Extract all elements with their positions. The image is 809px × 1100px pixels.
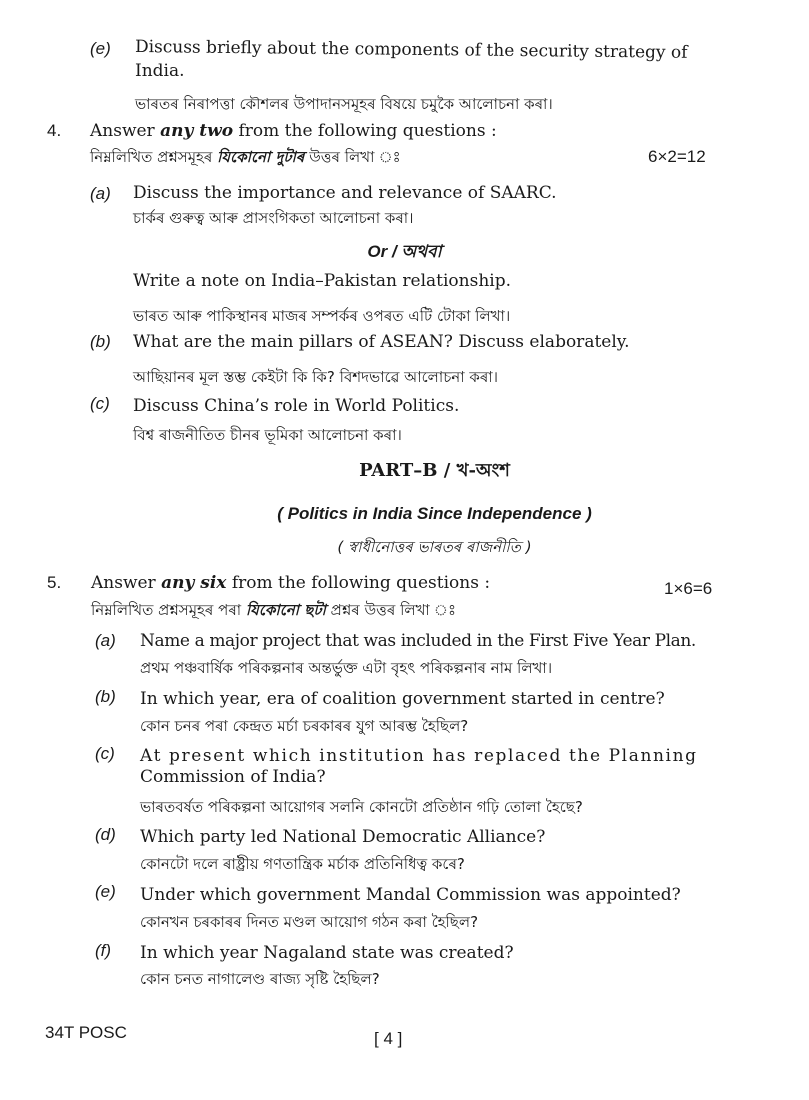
item-label: (c): [95, 744, 115, 763]
item-label: (b): [95, 687, 116, 706]
item-label: (d): [95, 825, 116, 844]
paper-code: 34T POSC: [45, 1023, 127, 1042]
marks: 6×2=12: [648, 147, 706, 166]
instruction-text: নিম্নলিখিত প্ৰশ্নসমূহৰ পৰা: [91, 601, 246, 619]
item-label: (c): [90, 394, 110, 413]
or-separator: Or / অথবা: [367, 242, 442, 261]
marks: 1×6=6: [664, 579, 713, 598]
question-text: In which year Nagaland state was created?: [140, 943, 514, 963]
instruction: [91, 572, 490, 594]
question-text: Commission of India?: [140, 767, 326, 787]
question-text-assamese: আছিয়ানৰ মূল স্তম্ভ কেইটা কি কি? বিশদভাৱে আলোচনা কৰা।: [133, 368, 499, 386]
item-label: (e): [95, 882, 116, 901]
question-number: 4.: [47, 121, 62, 140]
question-text: Discuss China’s role in World Politics.: [133, 396, 460, 416]
question-text: What are the main pillars of ASEAN? Discuss elaborately.: [133, 332, 630, 352]
part-subtitle-assamese: ( স্বাধীনোত্তৰ ভাৰতৰ ৰাজনীতি ): [337, 538, 532, 556]
instruction-text: Answer: [90, 121, 161, 141]
question-text: At present which institution has replaced the Planning: [140, 746, 698, 766]
question-text-assamese: কোনটো দলে ৰাষ্ট্ৰীয় গণতান্ত্ৰিক মৰ্চাক প্ৰতিনিধিত্ব কৰে?: [140, 855, 465, 873]
question-text: Write a note on India–Pakistan relationship.: [133, 271, 511, 291]
item-label: (b): [90, 332, 111, 351]
question-text-assamese: চাৰ্কৰ গুৰুত্ব আৰু প্ৰাসংগিকতা আলোচনা কৰা।: [133, 209, 414, 227]
question-number: 5.: [47, 573, 62, 592]
instruction-text: উত্তৰ লিখা ঃ: [304, 148, 401, 166]
question-text-assamese: ভাৰত আৰু পাকিস্থানৰ মাজৰ সম্পৰ্কৰ ওপৰত এটি টোকা লিখা।: [133, 307, 511, 325]
question-text: In which year, era of coalition government started in centre?: [140, 689, 665, 709]
question-text-assamese: ভাৰতবৰ্ষত পৰিকল্পনা আয়োগৰ সলনি কোনটো প্ৰতিষ্ঠান গঢ়ি তোলা হৈছে?: [140, 798, 583, 816]
item-label: (a): [90, 184, 111, 203]
question-text-assamese: ভাৰতৰ নিৰাপত্তা কৌশলৰ উপাদানসমূহৰ বিষয়ে চমুকৈ আলোচনা কৰা।: [135, 95, 553, 113]
item-label: (f): [95, 941, 112, 960]
instruction-emphasis: যিকোনো দুটাৰ: [217, 148, 305, 166]
question-text: Discuss the importance and relevance of SAARC.: [133, 183, 557, 203]
question-text: Which party led National Democratic Alliance?: [140, 827, 546, 847]
instruction-text: from the following questions :: [226, 573, 491, 593]
instruction-text: from the following questions :: [233, 121, 497, 141]
question-text-assamese: বিশ্ব ৰাজনীতিত চীনৰ ভূমিকা আলোচনা কৰা।: [133, 426, 402, 444]
question-text-assamese: কোন চনত নাগালেণ্ড ৰাজ্য সৃষ্টি হৈছিল?: [140, 970, 380, 988]
instruction-assamese: [91, 599, 456, 621]
item-label: (a): [95, 631, 116, 650]
instruction-emphasis: যিকোনো ছটা: [245, 601, 326, 619]
item-label: (e): [90, 39, 111, 58]
question-text-assamese: প্ৰথম পঞ্চবাৰ্ষিক পৰিকল্পনাৰ অন্তৰ্ভুক্ত এটা বৃহৎ পৰিকল্পনাৰ নাম লিখা।: [140, 659, 553, 677]
instruction: [90, 120, 497, 142]
question-text: Under which government Mandal Commission was appointed?: [140, 885, 681, 905]
instruction-text: নিম্নলিখিত প্ৰশ্নসমূহৰ: [90, 148, 218, 166]
question-text: Discuss briefly about the components of the security strategy of: [134, 37, 688, 63]
instruction-text: Answer: [91, 573, 162, 593]
instruction-emphasis: any six: [161, 573, 227, 593]
question-text: Name a major project that was included in the First Five Year Plan.: [140, 631, 696, 651]
question-text-assamese: কোনখন চৰকাৰৰ দিনত মণ্ডল আয়োগ গঠন কৰা হৈছিল?: [140, 913, 479, 931]
part-subtitle: ( Politics in India Since Independence ): [277, 504, 592, 523]
question-text-assamese: কোন চনৰ পৰা কেন্দ্ৰত মৰ্চা চৰকাৰৰ যুগ আৰম্ভ হৈছিল?: [140, 717, 469, 735]
part-title: PART–B / খ-অংশ: [359, 460, 510, 481]
instruction-assamese: [90, 146, 401, 168]
instruction-emphasis: any two: [160, 121, 234, 141]
question-text: India.: [135, 61, 185, 81]
instruction-text: প্ৰশ্নৰ উত্তৰ লিখা ঃ: [325, 601, 456, 619]
page-number: [ 4 ]: [374, 1029, 403, 1048]
